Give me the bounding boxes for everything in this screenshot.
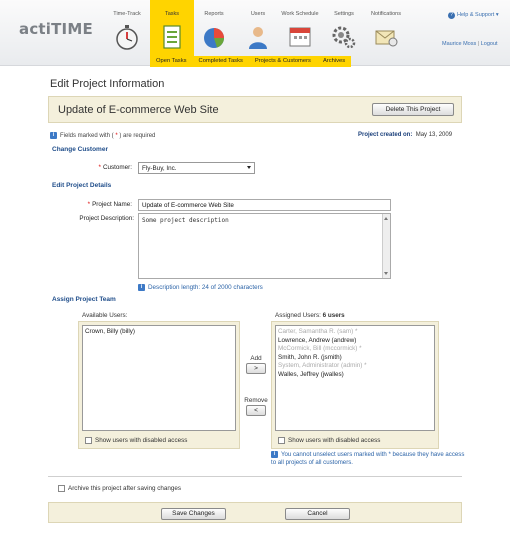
- list-item: Carter, Samantha R. (sam) *: [278, 328, 358, 335]
- customer-select[interactable]: Fly-Buy, Inc.: [138, 162, 255, 174]
- help-icon: ?: [448, 12, 455, 19]
- remove-button[interactable]: <: [246, 405, 266, 416]
- project-description-textarea[interactable]: Some project description: [138, 213, 391, 279]
- checkbox[interactable]: [278, 437, 285, 444]
- assigned-users-list[interactable]: [275, 325, 435, 431]
- user-icon: [244, 23, 272, 51]
- list-item[interactable]: Crown, Billy (billy): [85, 328, 136, 335]
- cancel-button[interactable]: Cancel: [285, 508, 350, 520]
- project-title-box: [48, 96, 462, 123]
- user-name-link[interactable]: Maurice Moss: [442, 41, 477, 47]
- subnav-completed-tasks[interactable]: Completed Tasks: [198, 58, 243, 64]
- page-title: Edit Project Information: [50, 78, 165, 90]
- available-users-panel: [78, 312, 240, 449]
- edit-project-details-heading: Edit Project Details: [52, 182, 112, 189]
- archive-checkbox-row[interactable]: Archive this project after saving changes: [58, 485, 181, 492]
- remove-label: Remove: [244, 397, 268, 404]
- envelope-icon: [372, 23, 400, 51]
- subnav-projects-customers[interactable]: Projects & Customers: [254, 58, 311, 64]
- subnav-archives[interactable]: Archives: [322, 58, 346, 64]
- tasks-icon: [158, 23, 186, 51]
- assigned-users-label: Assigned Users: 6 users: [275, 312, 345, 319]
- chevron-down-icon: [247, 166, 251, 169]
- info-icon: i: [271, 451, 278, 458]
- help-support-link[interactable]: ? Help & Support ▾: [448, 12, 499, 19]
- project-description-label: Project Description:: [79, 215, 134, 222]
- info-icon: i: [50, 132, 57, 139]
- delete-project-button[interactable]: Delete This Project: [372, 103, 454, 116]
- save-changes-button[interactable]: Save Changes: [161, 508, 226, 520]
- nav-item-users[interactable]: Users: [236, 0, 280, 56]
- pie-chart-icon: [200, 23, 228, 51]
- gears-icon: [330, 23, 358, 51]
- assign-project-team-heading: Assign Project Team: [52, 296, 116, 303]
- add-label: Add: [250, 355, 262, 362]
- form-footer: [48, 502, 462, 523]
- nav-item-tasks[interactable]: Tasks: [150, 0, 194, 57]
- nav-item-notifications[interactable]: Notifications: [364, 0, 408, 56]
- nav-item-reports[interactable]: Reports: [192, 0, 236, 56]
- description-length: i Description length: 24 of 2000 characters: [138, 284, 263, 291]
- nav-item-settings[interactable]: Settings: [322, 0, 366, 56]
- show-disabled-assigned[interactable]: Show users with disabled access: [278, 437, 380, 444]
- checkbox[interactable]: [85, 437, 92, 444]
- divider: [48, 476, 462, 477]
- user-box: Maurice Moss | Logout: [442, 41, 498, 47]
- project-title: Update of E-commerce Web Site: [58, 104, 219, 116]
- nav-item-time-track[interactable]: Time-Track: [105, 0, 149, 56]
- required-note: i Fields marked with ( * ) are required: [50, 132, 155, 139]
- unselect-note: i You cannot unselect users marked with * because they have access to all projects of all customers.: [271, 451, 465, 466]
- available-users-list[interactable]: [82, 325, 236, 431]
- stopwatch-icon: [113, 23, 141, 51]
- change-customer-heading: Change Customer: [52, 146, 108, 153]
- show-disabled-available[interactable]: Show users with disabled access: [85, 437, 187, 444]
- calendar-icon: [286, 23, 314, 51]
- add-button[interactable]: >: [246, 363, 266, 374]
- list-item: McCormick, Bill (mccormick) *: [278, 345, 362, 352]
- subnav-open-tasks[interactable]: Open Tasks: [156, 58, 187, 64]
- project-created-info: Project created on: May 13, 2009: [358, 132, 453, 138]
- assigned-users-panel: [271, 312, 439, 449]
- project-name-input[interactable]: Update of E-commerce Web Site: [138, 199, 391, 211]
- available-users-label: Available Users:: [82, 312, 128, 319]
- list-item: System, Administrator (admin) *: [278, 362, 367, 369]
- sub-navigation: [150, 56, 351, 67]
- archive-checkbox[interactable]: [58, 485, 65, 492]
- customer-label: * Customer:: [98, 164, 132, 171]
- list-item[interactable]: Lowrence, Andrew (andrew): [278, 336, 357, 344]
- list-item[interactable]: Smith, John R. (jsmith): [278, 353, 342, 361]
- info-icon: i: [138, 284, 145, 291]
- actitime-logo[interactable]: actiTIME: [19, 20, 93, 38]
- list-item[interactable]: Walles, Jeffrey (jwalles): [278, 370, 344, 378]
- nav-item-work-schedule[interactable]: Work Schedule: [278, 0, 322, 56]
- textarea-scrollbar[interactable]: [382, 214, 390, 278]
- logout-link[interactable]: Logout: [480, 41, 498, 47]
- project-name-label: * Project Name:: [87, 201, 132, 208]
